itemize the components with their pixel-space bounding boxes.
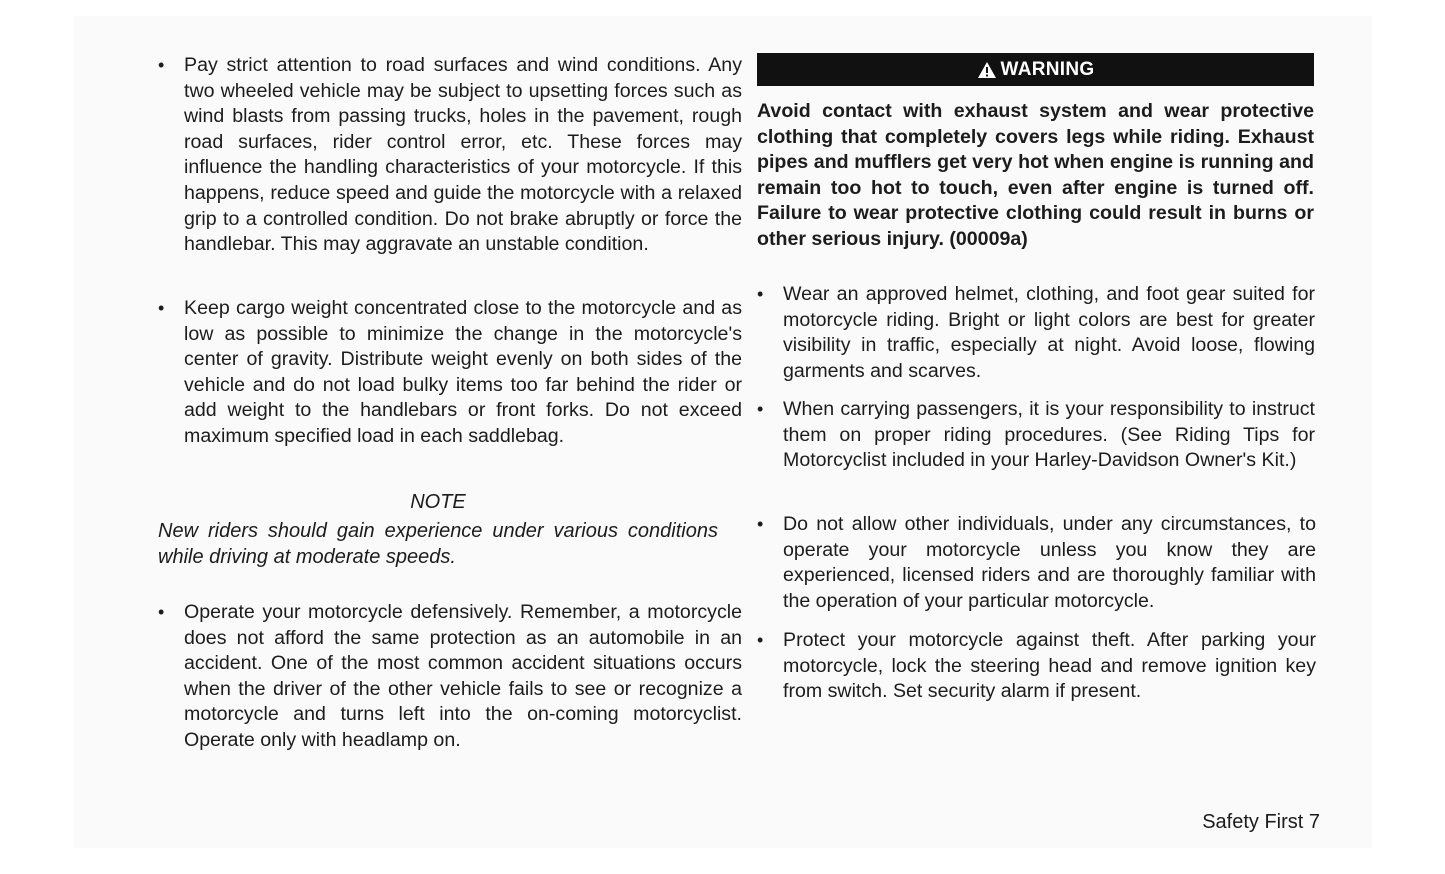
bullet-dot-icon: • bbox=[158, 602, 165, 622]
bullet-text: When carrying passengers, it is your responsibility to instruct them on proper riding procedures. (See Riding Tips for Motorcyclist included in your Harley-Davidson Owner's Kit.) bbox=[783, 398, 1315, 472]
bullet-text: Operate your motorcycle defensively. Remember, a motorcycle does not afford the same protection as an automobile in an accident. One of the most common accident situations occurs when the driver of the other vehicle fails to see or recognize a motorcycle and turns left into the on-coming motorcyclist. Operate only with headlamp on. bbox=[184, 601, 742, 751]
note-title: NOTE bbox=[410, 491, 466, 513]
note-body: New riders should gain experience under various conditions while driving at moderate speeds. bbox=[158, 520, 718, 568]
bullet-dot-icon: • bbox=[757, 630, 764, 650]
bullet-text: Do not allow other individuals, under any circumstances, to operate your motorcycle unless you know they are experienced, licensed riders and are thoroughly familiar with the operation of your particular motorcycle. bbox=[783, 513, 1316, 612]
warning-label: WARNING bbox=[1000, 58, 1095, 80]
page-footer: Safety First 7 bbox=[1202, 811, 1320, 833]
manual-page bbox=[74, 16, 1372, 848]
bullet-item-defensive-riding bbox=[158, 600, 742, 754]
bullet-dot-icon: • bbox=[158, 55, 165, 75]
bullet-item-other-riders bbox=[757, 512, 1316, 614]
bullet-text: Keep cargo weight concentrated close to the motorcycle and as low as possible to minimize the change in the motorcycle's center of gravity. Distribute weight evenly on both sides of the vehicle and do not load bulky items too far behind the rider or add weight to the handlebars or front forks. Do not exceed maximum specified load in each saddlebag. bbox=[184, 297, 742, 447]
bullet-text: Wear an approved helmet, clothing, and foot gear suited for motorcycle riding. Bright or light colors are best for greater visibility in traffic, especially at night. Avoid loose, flowing garments and scarves. bbox=[783, 283, 1315, 382]
bullet-text: Protect your motorcycle against theft. After parking your motorcycle, lock the steering head and remove ignition key from switch. Set security alarm if present. bbox=[783, 629, 1316, 703]
warning-triangle-icon bbox=[977, 61, 997, 79]
bullet-item-road-surfaces bbox=[158, 53, 742, 258]
bullet-item-protective-gear bbox=[757, 282, 1315, 384]
warning-header bbox=[757, 53, 1314, 86]
bullet-dot-icon: • bbox=[757, 399, 764, 419]
bullet-dot-icon: • bbox=[757, 284, 764, 304]
bullet-item-cargo-weight bbox=[158, 296, 742, 450]
bullet-item-passengers bbox=[757, 397, 1315, 474]
bullet-dot-icon: • bbox=[757, 514, 764, 534]
bullet-text: Pay strict attention to road surfaces and wind conditions. Any two wheeled vehicle may be subject to upsetting forces such as wind blasts from passing trucks, holes in the pavement, rough road surfaces, rider control error, etc. These forces may influence the handling characteristics of your motorcycle. If this happens, reduce speed and guide the motorcycle with a relaxed grip to a controlled condition. Do not brake abruptly or force the handlebar. This may aggravate an unstable condition. bbox=[184, 54, 742, 256]
warning-text: Avoid contact with exhaust system and wear protective clothing that completely covers legs while riding. Exhaust pipes and mufflers get very hot when engine is running and remain too hot to touch, even after engine is turned off. Failure to wear protective clothing could result in burns or other serious injury. (00009a) bbox=[757, 100, 1314, 250]
bullet-dot-icon: • bbox=[158, 298, 165, 318]
bullet-item-theft-protection bbox=[757, 628, 1316, 705]
